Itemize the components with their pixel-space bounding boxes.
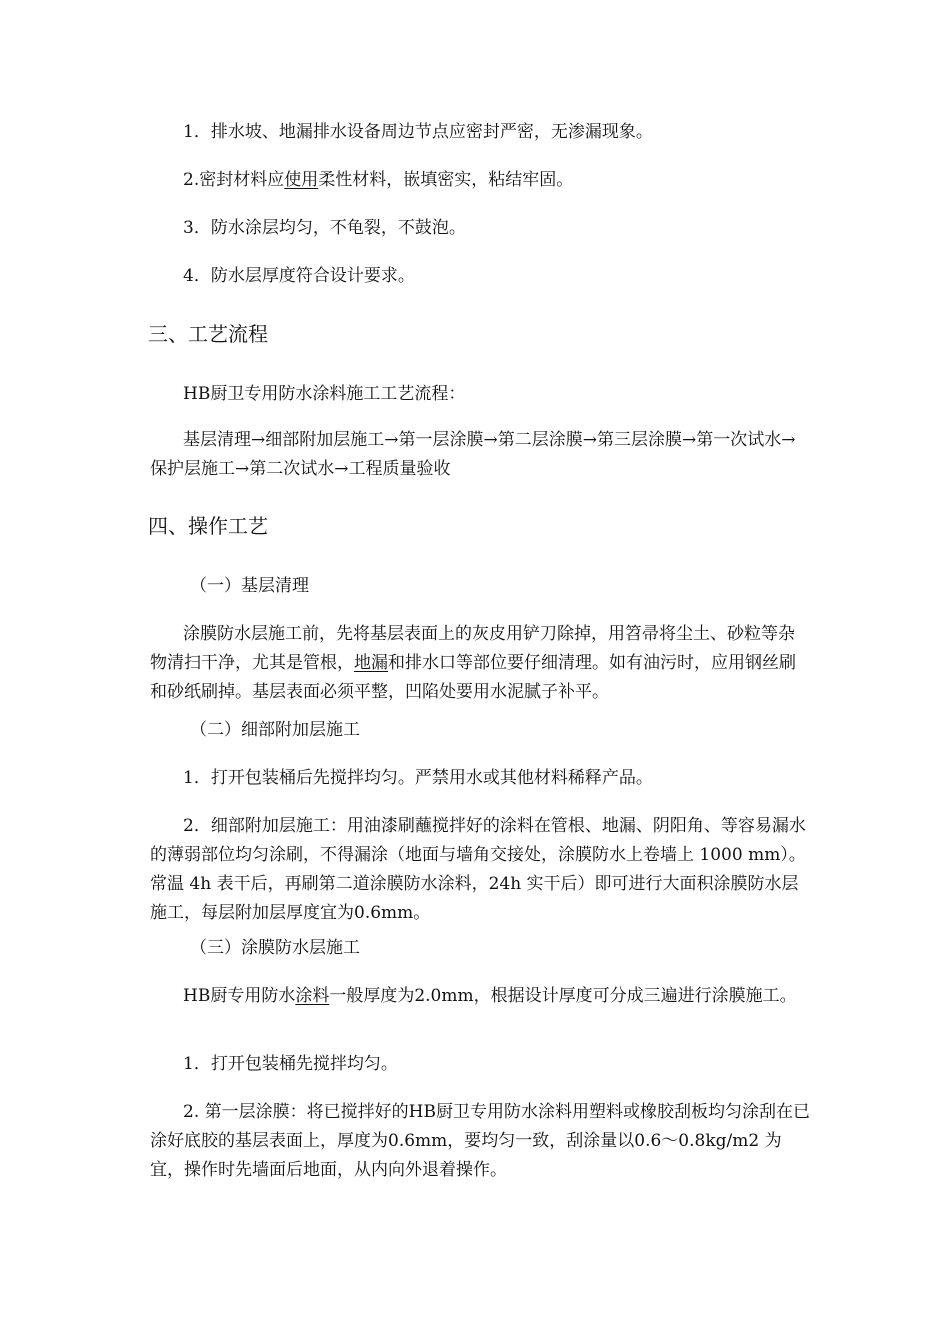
- subsection-3-item-2: 2. 第一层涂膜：将已搅拌好的HB厨卫专用防水涂料用塑料或橡胶刮板均匀涂刮在已涂好底胶的基层表面上，厚度为0.6mm，要均匀一致，刮涂量以0.6～0.8kg/m2 为宜，操作时先墙面后地面，从内向外退着操作。: [150, 1102, 810, 1180]
- subsection-1-body-text-end: 和排水口等部位要仔细清理。如有油污时，应用钢丝刷和砂纸刷掉。基层表面必须平整，凹陷处要用水泥腻子补平。: [150, 653, 796, 702]
- criteria-item-2-text: 2.密封材料应: [183, 170, 285, 190]
- criteria-item-2: [150, 166, 810, 195]
- process-flow: 基层清理→细部附加层施工→第一层涂膜→第二层涂膜→第三层涂膜→第一次试水→保护层施工→第二次试水→工程质量验收: [150, 430, 796, 479]
- criteria-item-2-text-end: 柔性材料，嵌填密实，粘结牢固。: [318, 170, 574, 190]
- section-3-intro: HB厨卫专用防水涂料施工工艺流程：: [183, 384, 466, 404]
- subsection-1-heading: （一）基层清理: [190, 576, 309, 596]
- subsection-3-underlined: 涂料: [295, 986, 330, 1006]
- criteria-item-3: 3．防水涂层均匀，不龟裂，不鼓泡。: [183, 218, 466, 238]
- subsection-3-body-text-end: 一般厚度为2.0mm，根据设计厚度可分成三遍进行涂膜施工。: [329, 986, 797, 1006]
- subsection-1-body-text: 涂膜防水层施工前，先将基层表面上的灰皮用铲刀除掉，用笤帚将尘土、砂粒等杂物清扫干净，尤其是管根，: [150, 624, 795, 673]
- section-3-heading: 三、工艺流程: [148, 322, 268, 346]
- subsection-1-body: [150, 620, 810, 707]
- section-4-heading: 四、操作工艺: [148, 514, 268, 538]
- subsection-2-heading: （二）细部附加层施工: [190, 720, 360, 740]
- criteria-item-2-underlined: 使用: [284, 170, 319, 190]
- subsection-3-item-1: 1．打开包装桶先搅拌均匀。: [183, 1054, 398, 1074]
- subsection-1-underlined: 地漏: [354, 653, 388, 673]
- subsection-2-item-2: 2．细部附加层施工：用油漆刷蘸搅拌好的涂料在管根、地漏、阴阳角、等容易漏水的薄弱部位均匀涂刷，不得漏涂（地面与墙角交接处，涂膜防水上卷墙上 1000 mm）。常温 4h 表干后，再刷第二道涂膜防水涂料，24h 实干后）即可进行大面积涂膜防水层施工，每层附加层厚度宜为0.6mm。: [150, 816, 806, 923]
- subsection-3-heading: （三）涂膜防水层施工: [190, 938, 360, 958]
- subsection-2-item-1: 1．打开包装桶后先搅拌均匀。严禁用水或其他材料稀释产品。: [183, 768, 653, 788]
- subsection-3-body-text: HB厨专用防水: [183, 986, 296, 1006]
- criteria-item-1: 1．排水坡、地漏排水设备周边节点应密封严密，无渗漏现象。: [183, 122, 653, 142]
- subsection-3-body: [150, 982, 810, 1011]
- criteria-item-4: 4．防水层厚度符合设计要求。: [183, 266, 415, 286]
